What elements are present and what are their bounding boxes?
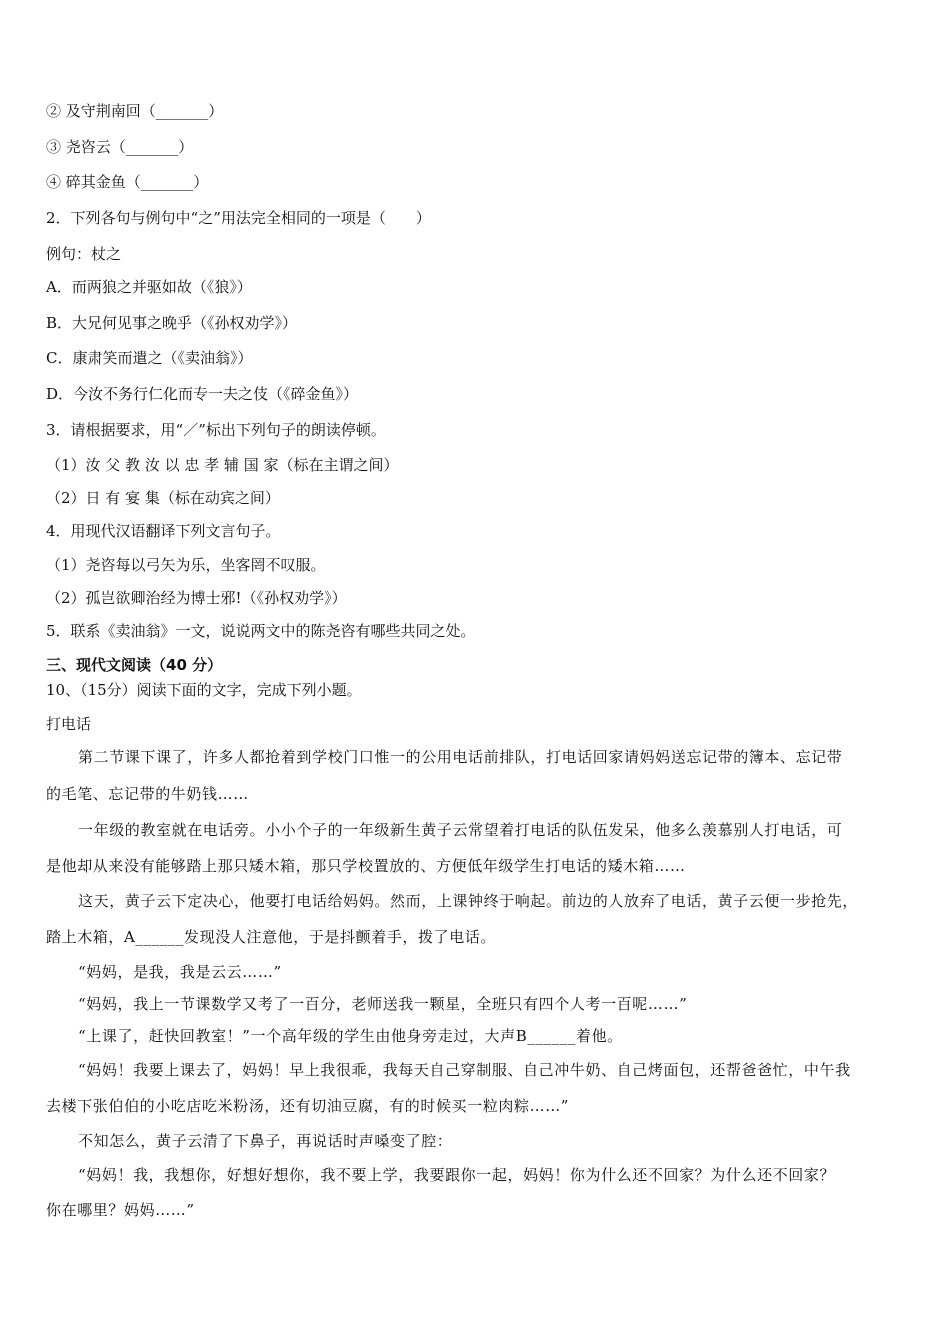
question-10: 10、（15分）阅读下面的文字，完成下列小题。	[46, 681, 362, 699]
question-3-part-2: （2）日 有 宴 集（标在动宾之间）	[46, 489, 280, 507]
story-line: “妈妈，是我，我是云云……”	[78, 963, 282, 981]
option-d: D．今汝不务行仁化而专一夫之伎（《碎金鱼》）	[46, 385, 359, 403]
question-4-part-2: （2）孤岂欲卿治经为博士邪!（《孙权劝学》）	[46, 589, 347, 607]
story-line: 踏上木箱，A______发现没人注意他，于是抖颤着手，拨了电话。	[46, 928, 497, 946]
example-sentence: 例句：杖之	[46, 245, 122, 263]
story-line: 你在哪里？妈妈……”	[46, 1201, 195, 1219]
question-2: 2．下列各句与例句中“之”用法完全相同的一项是（ ）	[46, 209, 431, 227]
story-line: 这天，黄子云下定决心，他要打电话给妈妈。然而，上课钟终于响起。前边的人放弃了电话，黄子云便一步抢先，	[78, 892, 859, 910]
story-line: “上课了，赶快回教室！”一个高年级的学生由他身旁走过，大声B______着他。	[78, 1027, 623, 1045]
story-title: 打电话	[46, 715, 92, 733]
question-3-part-1: （1）汝 父 教 汝 以 忠 孝 辅 国 家（标在主谓之间）	[46, 456, 399, 474]
story-line: 的毛笔、忘记带的牛奶钱……	[46, 785, 249, 803]
story-line: “妈妈，我上一节课数学又考了一百分，老师送我一颗星，全班只有四个人考一百呢……”	[78, 995, 688, 1013]
story-line: “妈妈！我要上课去了，妈妈！早上我很乖，我每天自己穿制服、自己冲牛奶、自己烤面包，还帮爸爸忙，中午我	[78, 1061, 851, 1079]
story-line: 第二节课下课了，许多人都抢着到学校门口惟一的公用电话前排队，打电话回家请妈妈送忘记带的簿本、忘记带	[78, 748, 843, 766]
option-a: A．而两狼之并驱如故（《狼》）	[46, 278, 252, 296]
section-heading: 三、现代文阅读（40 分）	[46, 656, 223, 674]
story-line: 是他却从来没有能够踏上那只矮木箱，那只学校置放的、方便低年级学生打电话的矮木箱……	[46, 857, 686, 875]
story-line: “妈妈！我，我想你，好想好想你，我不要上学，我要跟你一起，妈妈！你为什么还不回家？为什么还不回家？	[78, 1166, 836, 1184]
answer-line-4: ④ 碎其金鱼（_______）	[46, 173, 209, 191]
story-line: 去楼下张伯伯的小吃店吃米粉汤，还有切油豆腐，有的时候买一粒肉粽……”	[46, 1097, 570, 1115]
answer-line-3: ③ 尧咨云（_______）	[46, 138, 194, 156]
story-line: 不知怎么，黄子云清了下鼻子，再说话时声嗓变了腔：	[78, 1132, 453, 1150]
question-4-part-1: （1）尧咨每以弓矢为乐，坐客罔不叹服。	[46, 556, 326, 574]
story-line: 一年级的教室就在电话旁。小小个子的一年级新生黄子云常望着打电话的队伍发呆，他多么羡慕别人打电话，可	[78, 821, 843, 839]
question-4: 4．用现代汉语翻译下列文言句子。	[46, 522, 281, 540]
question-3: 3．请根据要求，用“／”标出下列句子的朗读停顿。	[46, 421, 386, 439]
option-c: C．康肃笑而遣之（《卖油翁》）	[46, 349, 253, 367]
option-b: B．大兄何见事之晚乎（《孙权劝学》）	[46, 314, 298, 332]
answer-line-2: ② 及守荆南回（_______）	[46, 102, 224, 120]
question-5: 5．联系《卖油翁》一文，说说两文中的陈尧咨有哪些共同之处。	[46, 622, 476, 640]
